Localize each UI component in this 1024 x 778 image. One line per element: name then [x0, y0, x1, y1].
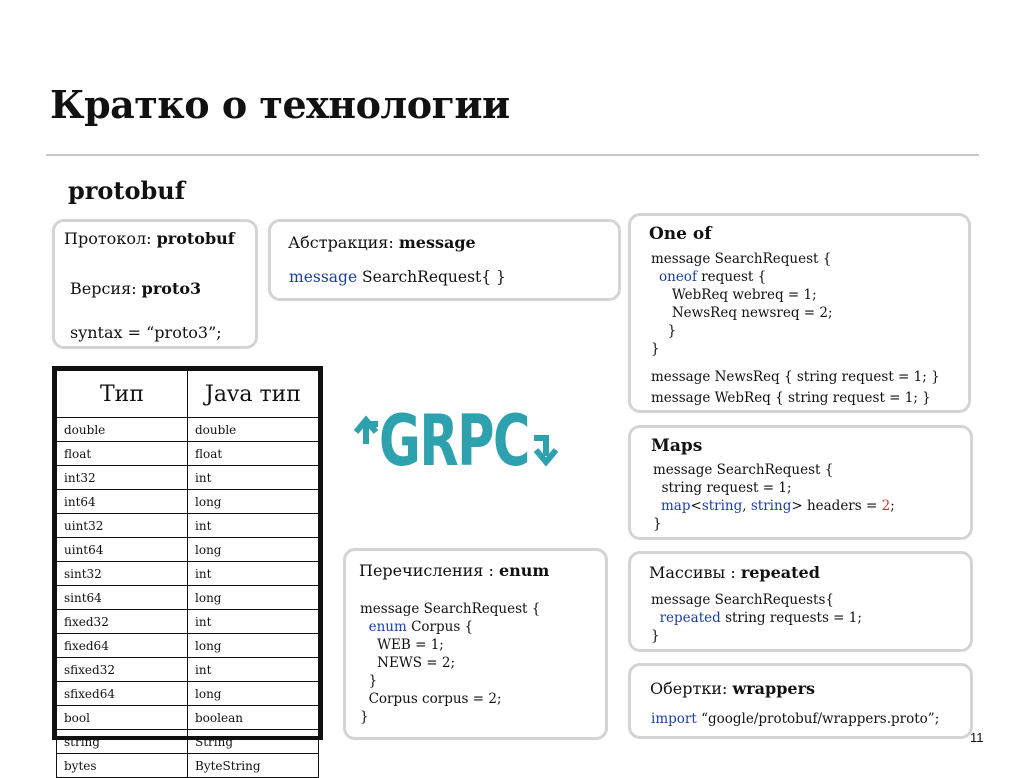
maps-line-1: message SearchRequest { [653, 462, 834, 478]
java-type-cell: int [188, 610, 319, 634]
grpc-logo-text: GRPC [379, 400, 529, 482]
message-keyword: message [289, 268, 358, 286]
proto-type-cell: sint32 [57, 562, 188, 586]
protocol-box [52, 219, 258, 349]
oneof-line-5: } [659, 323, 677, 339]
grpc-logo [348, 398, 560, 482]
proto-type-cell: fixed32 [57, 610, 188, 634]
version-line [70, 280, 201, 298]
oneof-line-1: message SearchRequest { [651, 251, 832, 267]
map-lt: < [690, 498, 702, 514]
enum-label: Перечисления : [359, 561, 499, 580]
java-type-cell: int [188, 562, 319, 586]
enum-line-2 [360, 618, 473, 636]
protocol-line [64, 230, 235, 248]
enum-corpus: Corpus { [406, 619, 474, 635]
map-field: > headers = [791, 498, 882, 514]
java-type-cell: long [188, 538, 319, 562]
oneof-request: request { [696, 269, 767, 285]
proto-type-cell: fixed64 [57, 634, 188, 658]
syntax-line: syntax = “proto3”; [70, 323, 222, 342]
proto-type-cell: sint64 [57, 586, 188, 610]
message-label: Абстракция: [288, 233, 399, 252]
table-row [57, 682, 319, 706]
slide-title: Кратко о технологии [50, 82, 510, 127]
table-row [57, 538, 319, 562]
repeated-value: repeated [740, 563, 820, 582]
map-number: 2 [881, 498, 891, 514]
enum-keyword: enum [368, 619, 407, 635]
java-type-cell: int [188, 466, 319, 490]
table-row [57, 658, 319, 682]
repeated-line-2 [651, 609, 862, 627]
map-semicolon: ; [890, 498, 895, 514]
wrappers-header [650, 680, 815, 698]
repeated-line-1: message SearchRequests{ [651, 592, 834, 608]
proto-type-cell: int32 [57, 466, 188, 490]
java-type-cell: String [188, 730, 319, 754]
java-type-cell: boolean [188, 706, 319, 730]
java-type-cell: ByteString [188, 754, 319, 778]
java-type-cell: int [188, 658, 319, 682]
map-value-type: string [750, 498, 792, 514]
type-mapping-table [52, 366, 323, 773]
wrappers-label: Обертки: [650, 679, 733, 698]
maps-line-4: } [653, 516, 662, 532]
table-row [57, 586, 319, 610]
version-label: Версия: [70, 279, 142, 298]
oneof-box [628, 213, 971, 413]
maps-line-2: string request = 1; [653, 480, 792, 496]
proto-type-cell: bool [57, 706, 188, 730]
table-header-type: Тип [57, 371, 188, 418]
table-row [57, 418, 319, 442]
map-keyword: map [661, 498, 691, 514]
oneof-title: One of [649, 224, 712, 244]
wrappers-value: wrappers [732, 679, 816, 698]
maps-box [628, 425, 973, 540]
enum-line-1: message SearchRequest { [360, 601, 541, 617]
message-header [288, 234, 476, 252]
java-type-cell: long [188, 586, 319, 610]
table-row [57, 706, 319, 730]
oneof-line-4: NewsReq newsreq = 2; [659, 305, 833, 321]
message-code [289, 268, 506, 286]
wrappers-box [628, 663, 973, 739]
protocol-value: protobuf [156, 229, 235, 248]
java-type-cell: double [188, 418, 319, 442]
proto-type-cell: int64 [57, 490, 188, 514]
table-header-java-type: Java тип [188, 371, 319, 418]
repeated-line-3: } [651, 628, 660, 644]
page-number: 11 [970, 730, 984, 745]
proto-type-cell: double [57, 418, 188, 442]
enum-line-6: Corpus corpus = 2; [360, 691, 502, 707]
java-type-cell: long [188, 490, 319, 514]
oneof-line-6: } [651, 341, 660, 357]
enum-line-5: } [360, 673, 378, 689]
table-row [57, 634, 319, 658]
proto-type-cell: float [57, 442, 188, 466]
section-subtitle: protobuf [68, 176, 186, 205]
repeated-label: Массивы : [649, 563, 741, 582]
enum-value: enum [498, 561, 550, 580]
table-row [57, 754, 319, 778]
table-row [57, 466, 319, 490]
proto-type-cell: bytes [57, 754, 188, 778]
oneof-line-7: message NewsReq { string request = 1; } [651, 369, 940, 385]
oneof-keyword: oneof [659, 269, 697, 285]
table-row [57, 442, 319, 466]
protocol-label: Протокол: [64, 229, 157, 248]
import-path: “google/protobuf/wrappers.proto”; [696, 711, 940, 727]
maps-line-3 [661, 497, 895, 515]
import-keyword: import [651, 711, 697, 727]
enum-box [343, 548, 608, 740]
proto-type-cell: string [57, 730, 188, 754]
wrappers-code [651, 710, 939, 728]
enum-line-7: } [360, 709, 369, 725]
enum-header [359, 562, 549, 580]
enum-line-4: NEWS = 2; [360, 655, 455, 671]
proto-type-cell: sfixed64 [57, 682, 188, 706]
proto-type-cell: uint32 [57, 514, 188, 538]
repeated-field: string requests = 1; [720, 610, 862, 626]
enum-line-3: WEB = 1; [360, 637, 444, 653]
repeated-keyword: repeated [659, 610, 721, 626]
oneof-line-8: message WebReq { string request = 1; } [651, 390, 931, 406]
version-value: proto3 [141, 279, 202, 298]
maps-title: Maps [651, 436, 703, 456]
proto-type-cell: sfixed32 [57, 658, 188, 682]
map-comma: , [742, 498, 751, 514]
java-type-cell: long [188, 634, 319, 658]
message-box [268, 219, 621, 301]
java-type-cell: long [188, 682, 319, 706]
title-divider [46, 154, 979, 156]
table-row [57, 490, 319, 514]
table-row [57, 562, 319, 586]
table-row [57, 610, 319, 634]
map-key-type: string [701, 498, 743, 514]
proto-type-cell: uint64 [57, 538, 188, 562]
table-row [57, 514, 319, 538]
oneof-line-2 [659, 268, 766, 286]
oneof-line-3: WebReq webreq = 1; [659, 287, 817, 303]
message-code-rest: SearchRequest{ } [357, 268, 506, 286]
java-type-cell: float [188, 442, 319, 466]
table-row [57, 730, 319, 754]
repeated-box [628, 551, 973, 652]
message-value: message [398, 233, 476, 252]
java-type-cell: int [188, 514, 319, 538]
repeated-header [649, 564, 820, 582]
